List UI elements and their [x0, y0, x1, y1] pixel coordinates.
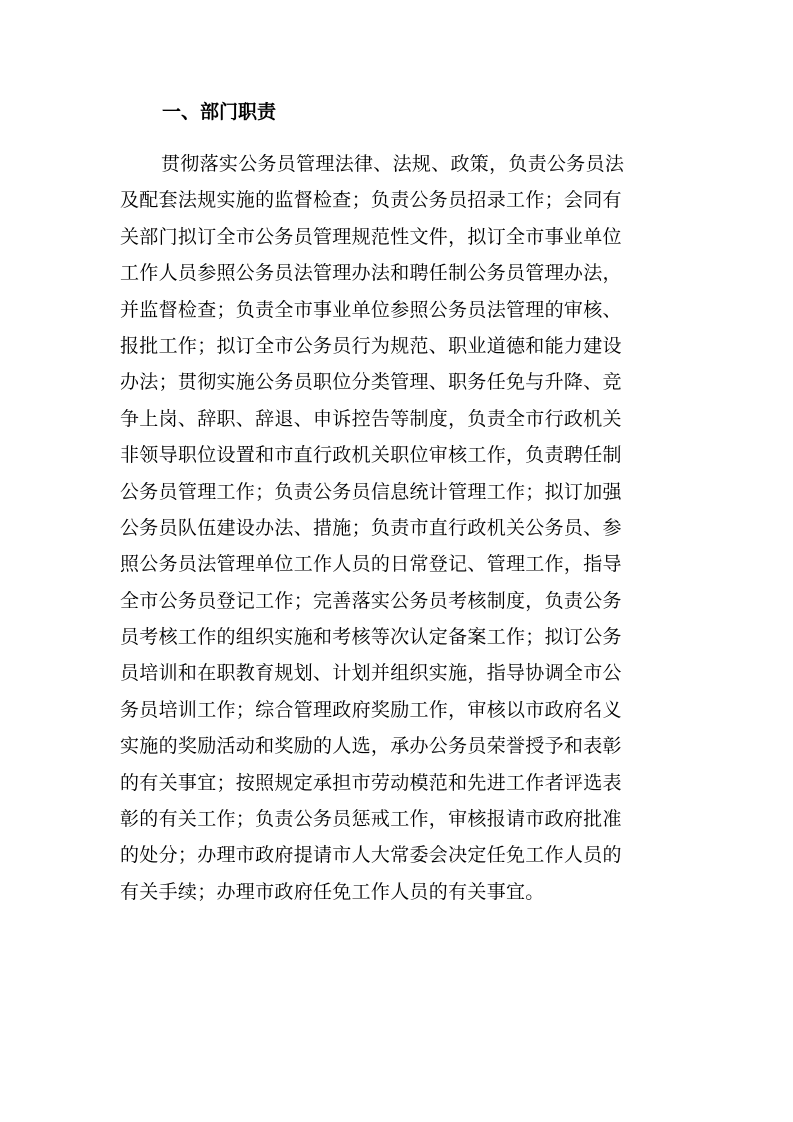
paragraph-line: 照公务员法管理单位工作人员的日常登记、管理工作，指导 — [120, 553, 622, 576]
paragraph-line: 并监督检查；负责全市事业单位参照公务员法管理的审核、 — [120, 298, 622, 321]
paragraph-line: 的处分；办理市政府提请市人大常委会决定任免工作人员的 — [120, 844, 622, 867]
paragraph-line: 员考核工作的组织实施和考核等次认定备案工作；拟订公务 — [120, 626, 622, 649]
paragraph-line: 报批工作；拟订全市公务员行为规范、职业道德和能力建设 — [120, 334, 622, 357]
section-body — [120, 146, 680, 910]
section-heading: 一、部门职责 — [162, 101, 277, 123]
paragraph-line: 工作人员参照公务员法管理办法和聘任制公务员管理办法， — [120, 262, 622, 285]
paragraph-line: 公务员管理工作；负责公务员信息统计管理工作；拟订加强 — [120, 480, 622, 503]
paragraph-line: 的有关事宜；按照规定承担市劳动模范和先进工作者评选表 — [120, 771, 622, 794]
paragraph-line: 贯彻落实公务员管理法律、法规、政策，负责公务员法 — [161, 153, 625, 175]
paragraph-line: 关部门拟订全市公务员管理规范性文件，拟订全市事业单位 — [120, 225, 622, 248]
paragraph-line: 实施的奖励活动和奖励的人选，承办公务员荣誉授予和表彰 — [120, 735, 622, 758]
paragraph-line: 非领导职位设置和市直行政机关职位审核工作，负责聘任制 — [120, 444, 622, 467]
paragraph-line: 公务员队伍建设办法、措施；负责市直行政机关公务员、参 — [120, 516, 622, 539]
paragraph-line: 办法；贯彻实施公务员职位分类管理、职务任免与升降、竞 — [120, 371, 622, 394]
paragraph-line: 有关手续；办理市政府任免工作人员的有关事宜。 — [120, 880, 545, 903]
paragraph-line: 务员培训工作；综合管理政府奖励工作，审核以市政府名义 — [120, 698, 622, 721]
paragraph-line: 争上岗、辞职、辞退、申诉控告等制度，负责全市行政机关 — [120, 407, 622, 430]
paragraph-line: 员培训和在职教育规划、计划并组织实施，指导协调全市公 — [120, 662, 622, 685]
paragraph-line: 全市公务员登记工作；完善落实公务员考核制度，负责公务 — [120, 589, 622, 612]
paragraph-line: 及配套法规实施的监督检查；负责公务员招录工作；会同有 — [120, 189, 622, 212]
paragraph-line: 彰的有关工作；负责公务员惩戒工作，审核报请市政府批准 — [120, 808, 622, 831]
